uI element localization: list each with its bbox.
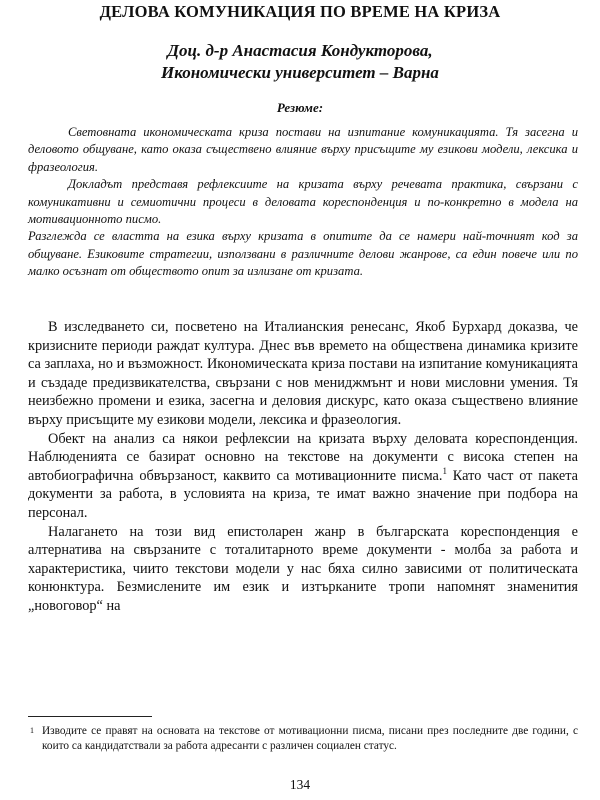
abstract-paragraph-3: Разглежда се властта на езика върху кризата в опитите да се намери най-точният код за общуване. Езиковите стратегии, използвани в различните делови жанрове, са един повече или по малко осъзнат от обществото опит за излизане от кризата.: [28, 229, 578, 279]
author-name: Доц. д-р Анастасия Кондукторова,: [167, 41, 433, 60]
body-paragraph-2-part-1: Обект на анализ са някои рефлексии на кризата върху деловата кореспонденция. Наблюденията се базират основно на текстове на документи с висока степен на автобиографична обвързаност, каквито са мотивационните писма.: [28, 430, 578, 484]
abstract: [28, 124, 578, 281]
abstract-heading: Резюме:: [276, 100, 324, 115]
abstract-paragraph-2: Докладът представя рефлексиите на кризата върху речевата практика, свързани с комуникативни и семиотични процеси в деловата кореспонденция и по-конкретно в модела на мотивационното писмо.: [28, 177, 578, 227]
footnote-separator: [28, 716, 152, 717]
document-title: ДЕЛОВА КОМУНИКАЦИЯ ПО ВРЕМЕ НА КРИЗА: [99, 2, 501, 21]
footnote: [28, 724, 578, 754]
body-paragraph-1: В изследването си, посветено на Италианския ренесанс, Якоб Бурхард доказва, че кризисните периоди раждат култура. Днес във времето на обществена динамика кризите са заплаха, но и възможност. Икономическата криза постави на изпитание комуникацията и създаде предизвикателства, свързани с нов мениджмънт и нови мисловни умения. Тя неизбежно промени и езика, засегна и деловия дискурс, като оказа съществено влияние върху присъщите му езикови модели, лексика и фразеология.: [28, 319, 578, 428]
footnote-mark: 1: [30, 726, 34, 735]
footnote-text: Изводите се правят на основата на текстове от мотивационни писма, писани през последните две години, с които са кандидатствали за работа адресанти с различен социален статус.: [42, 725, 578, 752]
footnote-reference[interactable]: 1: [442, 465, 447, 476]
body-paragraph-2: [28, 430, 578, 523]
main-text: [28, 318, 578, 616]
body-paragraph-3: Налагането на този вид епистоларен жанр в българската кореспонденция е алтернатива на свързаните с тоталитарното време документи - молба за работа и характеристика, чиито текстови модели у нас бяха силно зависими от политическата конюнктура. Безмислените им език и изтърканите тропи напомнят знаменития „новоговор“ на: [28, 523, 578, 614]
author-affiliation: Икономически университет – Варна: [161, 63, 439, 82]
page-number: 134: [289, 777, 311, 792]
abstract-paragraph-1: Световната икономическата криза постави на изпитание комуникацията. Тя засегна и деловото общуване, като оказа съществено влияние върху присъщите му езикови модели, лексика и фразеология.: [28, 125, 578, 174]
body-paragraph-2-part-2: Като част от пакета документи за работа, в условията на криза, те имат важно значение при подбора на персонал.: [28, 467, 578, 521]
author-block: [0, 40, 600, 84]
